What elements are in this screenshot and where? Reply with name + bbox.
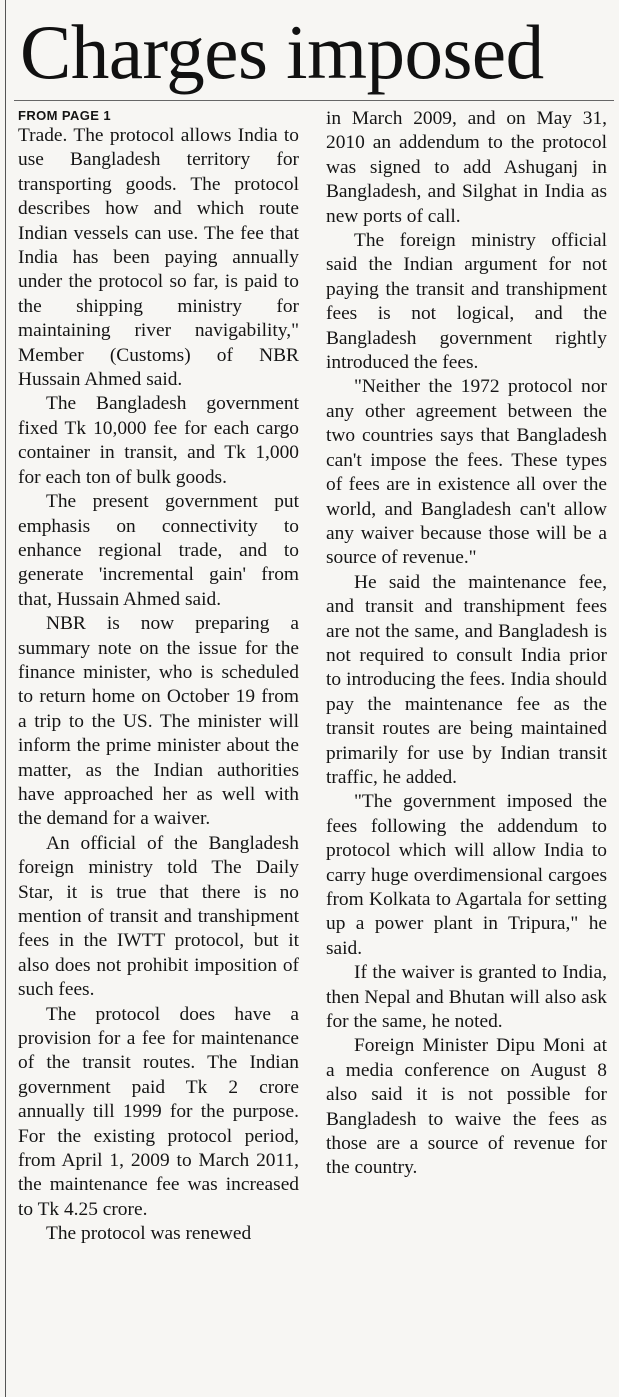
paragraph: The protocol does have a provision for a fee for maintenance of the transit routes. The Indian government paid Tk 2 crore annually till 1999 for the purpose. For the existing protocol period, from April 1, 2009 to March 2011, the maintenance fee was increased to Tk 4.25 crore. — [18, 1003, 299, 1220]
paragraph: The present government put emphasis on connectivity to enhance regional trade, and to generate 'incremental gain' from that, Hussain Ahmed said. — [18, 491, 299, 610]
paragraph: He said the maintenance fee, and transit and transhipment fees are not the same, and Bangladesh is not required to consult India prior to introducing the fees. India should pay the maintenance fee as the transit routes are being maintained primarily for use by Indian transit traffic, he added. — [326, 571, 607, 788]
paragraph: Foreign Minister Dipu Moni at a media conference on August 8 also said it is not possible for Bangladesh to waive the fees as those are a source of revenue for the country. — [326, 1035, 607, 1179]
article-column-left — [18, 107, 299, 1247]
paragraph: If the waiver is granted to India, then Nepal and Bhutan will also ask for the same, he noted. — [326, 962, 607, 1033]
paragraph: "The government imposed the fees following the addendum to protocol which will allow India to carry huge overdimensional cargoes from Kolkata to Agartala for setting up a power plant in Tripura," he said. — [326, 791, 607, 959]
paragraph: The Bangladesh government fixed Tk 10,000 fee for each cargo container in transit, and Tk 1,000 for each ton of bulk goods. — [18, 393, 299, 488]
kicker-from-page: FROM PAGE 1 — [18, 108, 112, 123]
column-rule-left — [5, 0, 6, 1397]
paragraph: NBR is now preparing a summary note on the issue for the finance minister, who is scheduled to return home on October 19 from a trip to the US. The minister will inform the prime minister about the matter, as the Indian authorities have approached her as well with the demand for a waiver. — [18, 613, 299, 830]
article-column-right — [326, 107, 607, 1181]
paragraph: The protocol was renewed — [46, 1223, 252, 1245]
paragraph: An official of the Bangladesh foreign ministry told The Daily Star, it is true that there is no mention of transit and transhipment fees in the IWTT protocol, but it also does not prohibit imposition of such fees. — [18, 832, 299, 1001]
paragraph: The foreign ministry official said the Indian argument for not paying the transit and transhipment fees is not logical, and the Bangladesh government rightly introduced the fees. — [326, 230, 607, 374]
headline-rule — [14, 100, 614, 101]
paragraph: in March 2009, and on May 31, 2010 an addendum to the protocol was signed to add Ashuganj in Bangladesh, and Silghat in India as new ports of call. — [326, 108, 607, 227]
paragraph: Trade. The protocol allows India to use Bangladesh territory for transporting goods. The protocol describes how and which route Indian vessels can use. The fee that India has been paying annually under the protocol so far, is paid to the shipping ministry for maintaining river navigability," Member (Customs) of NBR Hussain Ahmed said. — [18, 125, 299, 391]
headline: Charges imposed — [20, 9, 544, 95]
paragraph: "Neither the 1972 protocol nor any other agreement between the two countries says that Bangladesh can't impose the fees. These types of fees are in existence all over the world, and Bangladesh can't allow any waiver because those will be a source of revenue." — [326, 376, 607, 569]
